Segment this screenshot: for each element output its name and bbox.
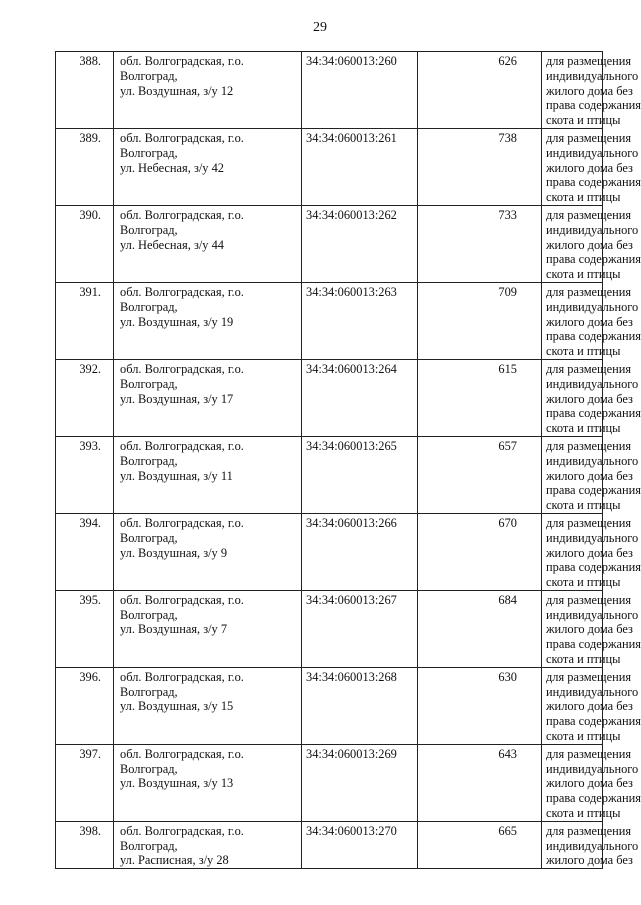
row-number-cell-line: 396. — [79, 669, 101, 684]
permitted-use-cell — [542, 436, 641, 513]
permitted-use-cell-line: скота и птицы — [546, 113, 621, 128]
cadastral-number-cell-line: 34:34:060013:266 — [306, 515, 397, 530]
permitted-use-cell-line: для размещения — [546, 592, 632, 607]
permitted-use-cell-line: жилого дома без — [546, 314, 633, 329]
row-number-cell — [56, 205, 114, 282]
permitted-use-cell-line: скота и птицы — [546, 729, 621, 744]
cadastral-number-cell-line: 34:34:060013:260 — [306, 54, 397, 68]
permitted-use-cell — [542, 590, 641, 667]
permitted-use-cell — [542, 744, 641, 821]
permitted-use-cell-line: индивидуального — [546, 376, 639, 391]
permitted-use-cell — [542, 52, 641, 129]
address-cell-line: обл. Волгоградская, г.о. — [120, 284, 244, 299]
permitted-use-cell-line: жилого дома без — [546, 237, 633, 252]
table-row — [56, 282, 603, 359]
area-cell-line: 657 — [498, 438, 517, 453]
address-cell-line: обл. Волгоградская, г.о. — [120, 438, 244, 453]
row-number-cell-line: 390. — [79, 207, 101, 222]
row-number-cell-line: 388. — [79, 54, 101, 68]
cadastral-number-cell — [302, 436, 418, 513]
permitted-use-cell-line: скота и птицы — [546, 652, 621, 667]
row-number-cell — [56, 128, 114, 205]
area-cell-line: 709 — [498, 284, 517, 299]
permitted-use-cell-line: индивидуального — [546, 607, 639, 622]
permitted-use-cell-line: для размещения — [546, 284, 632, 299]
permitted-use-cell-line: для размещения — [546, 361, 632, 376]
address-cell-line: ул. Расписная, з/у 28 — [120, 853, 229, 868]
cadastral-number-cell-line: 34:34:060013:264 — [306, 361, 397, 376]
permitted-use-cell-line: скота и птицы — [546, 190, 621, 205]
area-cell — [418, 205, 542, 282]
address-cell — [114, 359, 302, 436]
permitted-use-cell-line: скота и птицы — [546, 267, 621, 282]
permitted-use-cell — [542, 513, 641, 590]
permitted-use-cell-line: индивидуального — [546, 299, 639, 314]
address-cell — [114, 744, 302, 821]
row-number-cell — [56, 513, 114, 590]
address-cell-line: обл. Волгоградская, г.о. — [120, 515, 244, 530]
table-row — [56, 590, 603, 667]
address-cell-line: обл. Волгоградская, г.о. — [120, 130, 244, 145]
permitted-use-cell-line: для размещения — [546, 515, 632, 530]
address-cell-line: ул. Воздушная, з/у 11 — [120, 468, 233, 483]
permitted-use-cell-line: жилого дома без — [546, 699, 633, 714]
permitted-use-cell-line: жилого дома без — [546, 853, 633, 868]
area-cell-line: 665 — [498, 823, 517, 838]
row-number-cell-line: 395. — [79, 592, 101, 607]
table-row — [56, 744, 603, 821]
permitted-use-cell-line: жилого дома без — [546, 391, 633, 406]
cadastral-number-cell-line: 34:34:060013:267 — [306, 592, 397, 607]
address-cell-line: ул. Воздушная, з/у 9 — [120, 545, 228, 560]
permitted-use-cell-line: индивидуального — [546, 453, 639, 468]
cadastral-number-cell — [302, 359, 418, 436]
permitted-use-cell-line: индивидуального — [546, 222, 639, 237]
cadastral-number-cell — [302, 205, 418, 282]
row-number-cell-line: 394. — [79, 515, 101, 530]
cadastral-number-cell-line: 34:34:060013:265 — [306, 438, 397, 453]
address-cell-line: Волгоград, — [120, 530, 178, 545]
permitted-use-cell-line: индивидуального — [546, 838, 639, 853]
table-row — [56, 667, 603, 744]
row-number-cell — [56, 667, 114, 744]
cadastral-number-cell — [302, 513, 418, 590]
table-row — [56, 821, 603, 868]
permitted-use-cell-line: жилого дома без — [546, 622, 633, 637]
cadastral-number-cell-line: 34:34:060013:268 — [306, 669, 397, 684]
row-number-cell-line: 397. — [79, 746, 101, 761]
area-cell — [418, 667, 542, 744]
area-cell-line: 630 — [498, 669, 517, 684]
area-cell-line: 626 — [498, 54, 517, 68]
permitted-use-cell-line: права содержания — [546, 175, 641, 190]
permitted-use-cell-line: права содержания — [546, 252, 641, 267]
permitted-use-cell — [542, 205, 641, 282]
address-cell-line: ул. Воздушная, з/у 17 — [120, 391, 234, 406]
area-cell-line: 738 — [498, 130, 517, 145]
address-cell — [114, 513, 302, 590]
address-cell-line: обл. Волгоградская, г.о. — [120, 823, 244, 838]
area-cell — [418, 590, 542, 667]
area-cell — [418, 821, 542, 868]
address-cell-line: обл. Волгоградская, г.о. — [120, 361, 244, 376]
area-cell-line: 643 — [498, 746, 517, 761]
address-cell — [114, 205, 302, 282]
permitted-use-cell-line: скота и птицы — [546, 344, 621, 359]
address-cell — [114, 436, 302, 513]
address-cell-line: обл. Волгоградская, г.о. — [120, 746, 244, 761]
permitted-use-cell-line: скота и птицы — [546, 421, 621, 436]
permitted-use-cell-line: индивидуального — [546, 684, 639, 699]
area-cell — [418, 282, 542, 359]
permitted-use-cell-line: права содержания — [546, 406, 641, 421]
address-cell-line: Волгоград, — [120, 376, 178, 391]
area-cell-line: 615 — [498, 361, 517, 376]
table-row — [56, 436, 603, 513]
address-cell-line: обл. Волгоградская, г.о. — [120, 54, 244, 68]
permitted-use-cell-line: для размещения — [546, 746, 632, 761]
address-cell-line: ул. Воздушная, з/у 15 — [120, 699, 234, 714]
table-row — [56, 359, 603, 436]
cadastral-number-cell-line: 34:34:060013:269 — [306, 746, 397, 761]
permitted-use-cell-line: индивидуального — [546, 761, 639, 776]
area-cell-line: 733 — [498, 207, 517, 222]
permitted-use-cell-line: жилого дома без — [546, 160, 633, 175]
permitted-use-cell-line: права содержания — [546, 637, 641, 652]
row-number-cell-line: 398. — [79, 823, 101, 838]
address-cell-line: ул. Воздушная, з/у 13 — [120, 776, 234, 791]
address-cell-line: ул. Небесная, з/у 42 — [120, 160, 224, 175]
permitted-use-cell-line: права содержания — [546, 560, 641, 575]
table-row — [56, 513, 603, 590]
land-plots-table — [55, 51, 641, 869]
row-number-cell-line: 392. — [79, 361, 101, 376]
address-cell-line: Волгоград, — [120, 68, 178, 83]
row-number-cell-line: 391. — [79, 284, 101, 299]
address-cell — [114, 52, 302, 129]
area-cell — [418, 513, 542, 590]
area-cell — [418, 52, 542, 129]
address-cell-line: Волгоград, — [120, 607, 178, 622]
permitted-use-cell-line: для размещения — [546, 207, 632, 222]
permitted-use-cell-line: жилого дома без — [546, 545, 633, 560]
permitted-use-cell-line: скота и птицы — [546, 575, 621, 590]
area-cell — [418, 744, 542, 821]
permitted-use-cell-line: для размещения — [546, 130, 632, 145]
permitted-use-cell-line: права содержания — [546, 98, 641, 113]
row-number-cell-line: 389. — [79, 130, 101, 145]
permitted-use-cell-line: индивидуального — [546, 68, 639, 83]
cadastral-number-cell — [302, 667, 418, 744]
permitted-use-cell-line: индивидуального — [546, 530, 639, 545]
permitted-use-cell-line: индивидуального — [546, 145, 639, 160]
permitted-use-cell-line: жилого дома без — [546, 468, 633, 483]
permitted-use-cell-line: для размещения — [546, 438, 632, 453]
table-row — [56, 205, 603, 282]
address-cell-line: Волгоград, — [120, 299, 178, 314]
address-cell-line: Волгоград, — [120, 761, 178, 776]
page-number: 29 — [313, 20, 327, 35]
address-cell-line: ул. Воздушная, з/у 19 — [120, 314, 234, 329]
row-number-cell — [56, 744, 114, 821]
row-number-cell — [56, 821, 114, 868]
row-number-cell — [56, 52, 114, 129]
permitted-use-cell — [542, 667, 641, 744]
cadastral-number-cell — [302, 282, 418, 359]
address-cell-line: Волгоград, — [120, 145, 178, 160]
address-cell-line: обл. Волгоградская, г.о. — [120, 592, 244, 607]
cadastral-number-cell-line: 34:34:060013:262 — [306, 207, 397, 222]
cadastral-number-cell — [302, 744, 418, 821]
permitted-use-cell — [542, 359, 641, 436]
permitted-use-cell-line: жилого дома без — [546, 776, 633, 791]
cadastral-number-cell-line: 34:34:060013:261 — [306, 130, 397, 145]
permitted-use-cell-line: для размещения — [546, 54, 632, 68]
cadastral-number-cell — [302, 52, 418, 129]
table-row — [56, 52, 603, 129]
area-cell — [418, 128, 542, 205]
permitted-use-cell-line: права содержания — [546, 483, 641, 498]
area-cell — [418, 436, 542, 513]
address-cell-line: Волгоград, — [120, 684, 178, 699]
address-cell — [114, 282, 302, 359]
cadastral-number-cell — [302, 128, 418, 205]
area-cell — [418, 359, 542, 436]
area-cell-line: 684 — [498, 592, 517, 607]
cadastral-number-cell — [302, 821, 418, 868]
area-cell-line: 670 — [498, 515, 517, 530]
permitted-use-cell-line: скота и птицы — [546, 498, 621, 513]
permitted-use-cell — [542, 282, 641, 359]
permitted-use-cell-line: права содержания — [546, 329, 641, 344]
permitted-use-cell-line: для размещения — [546, 823, 632, 838]
permitted-use-cell-line: для размещения — [546, 669, 632, 684]
address-cell — [114, 821, 302, 868]
table-row — [56, 128, 603, 205]
permitted-use-cell — [542, 128, 641, 205]
row-number-cell — [56, 436, 114, 513]
permitted-use-cell — [542, 821, 639, 868]
address-cell — [114, 667, 302, 744]
permitted-use-cell-line: скота и птицы — [546, 806, 621, 821]
address-cell-line: ул. Воздушная, з/у 12 — [120, 83, 234, 98]
address-cell — [114, 128, 302, 205]
cadastral-number-cell-line: 34:34:060013:263 — [306, 284, 397, 299]
address-cell-line: Волгоград, — [120, 838, 178, 853]
address-cell-line: обл. Волгоградская, г.о. — [120, 669, 244, 684]
table-body — [56, 52, 641, 869]
cadastral-number-cell-line: 34:34:060013:270 — [306, 823, 397, 838]
address-cell-line: обл. Волгоградская, г.о. — [120, 207, 244, 222]
permitted-use-cell-line: права содержания — [546, 791, 641, 806]
address-cell — [114, 590, 302, 667]
address-cell-line: Волгоград, — [120, 222, 178, 237]
permitted-use-cell-line: жилого дома без — [546, 83, 633, 98]
address-cell-line: ул. Небесная, з/у 44 — [120, 237, 224, 252]
row-number-cell — [56, 359, 114, 436]
address-cell-line: ул. Воздушная, з/у 7 — [120, 622, 228, 637]
row-number-cell-line: 393. — [79, 438, 101, 453]
row-number-cell — [56, 282, 114, 359]
row-number-cell — [56, 590, 114, 667]
permitted-use-cell-line: права содержания — [546, 714, 641, 729]
address-cell-line: Волгоград, — [120, 453, 178, 468]
cadastral-number-cell — [302, 590, 418, 667]
